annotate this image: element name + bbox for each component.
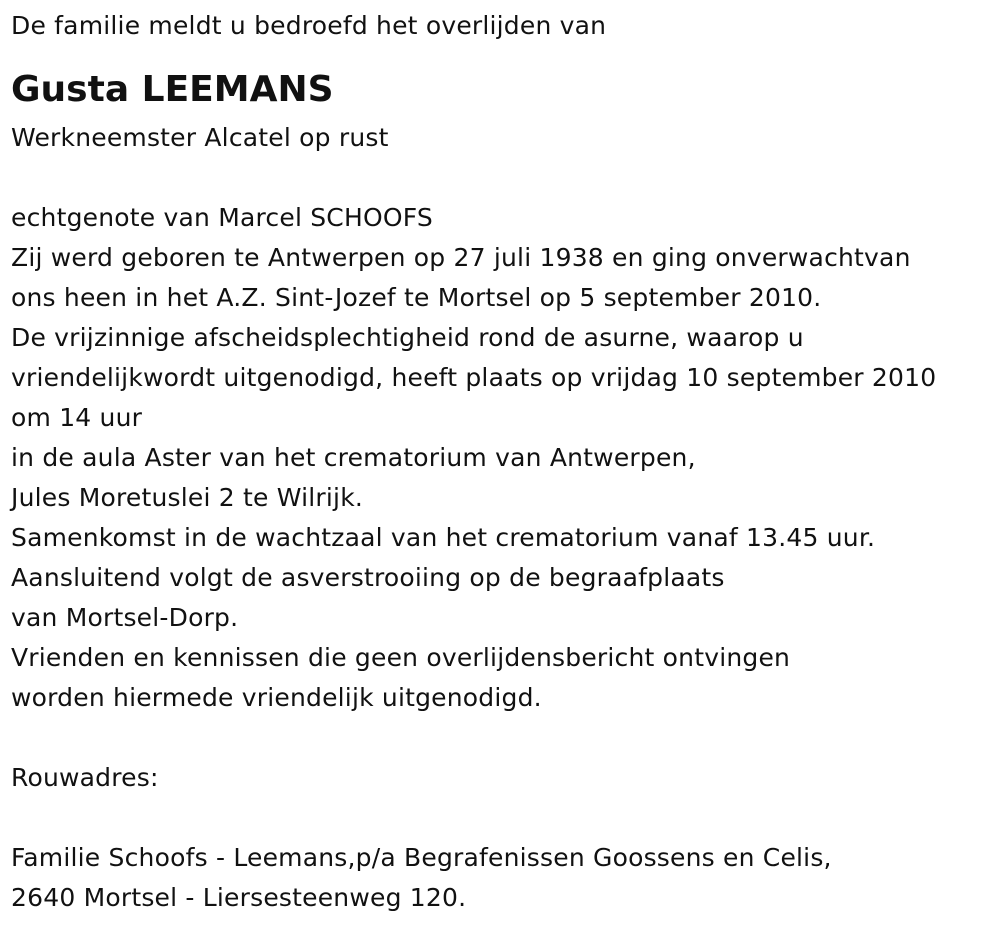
body-line-time: om 14 uur [11,403,143,432]
address-heading: Rouwadres: [11,763,159,792]
address-line-1: Familie Schoofs - Leemans,p/a Begrafenissen Goossens en Celis, [11,843,832,872]
body-line-venue: in de aula Aster van het crematorium van Antwerpen, [11,443,696,472]
body-line-invited: worden hiermede vriendelijk uitgenodigd. [11,683,542,712]
body-line-venue-address: Jules Moretuslei 2 te Wilrijk. [11,483,364,512]
body-line-ceremony: De vrijzinnige afscheidsplechtigheid rond de asurne, waarop u [11,323,804,352]
body-line-birth: Zij werd geboren te Antwerpen op 27 juli 1938 en ging onverwachtvan [11,243,911,272]
body-line-gathering: Samenkomst in de wachtzaal van het crematorium vanaf 13.45 uur. [11,523,876,552]
spacer [11,158,1000,198]
body-line-scattering: Aansluitend volgt de asverstrooiing op de begraafplaats [11,563,725,592]
body-line-spouse: echtgenote van Marcel SCHOOFS [11,203,433,232]
deceased-name: Gusta LEEMANS [11,69,334,110]
intro-text: De familie meldt u bedroefd het overlijden van [11,11,607,40]
address-line-2: 2640 Mortsel - Liersesteenweg 120. [11,883,467,912]
body-line-cemetery: van Mortsel-Dorp. [11,603,239,632]
body-line-death: ons heen in het A.Z. Sint-Jozef te Mortsel op 5 september 2010. [11,283,822,312]
spacer [11,798,1000,838]
body-line-invitation: vriendelijkwordt uitgenodigd, heeft plaats op vrijdag 10 september 2010 [11,363,937,392]
spacer [11,718,1000,758]
body-line-friends: Vrienden en kennissen die geen overlijdensbericht ontvingen [11,643,791,672]
occupation-text: Werkneemster Alcatel op rust [11,123,389,152]
